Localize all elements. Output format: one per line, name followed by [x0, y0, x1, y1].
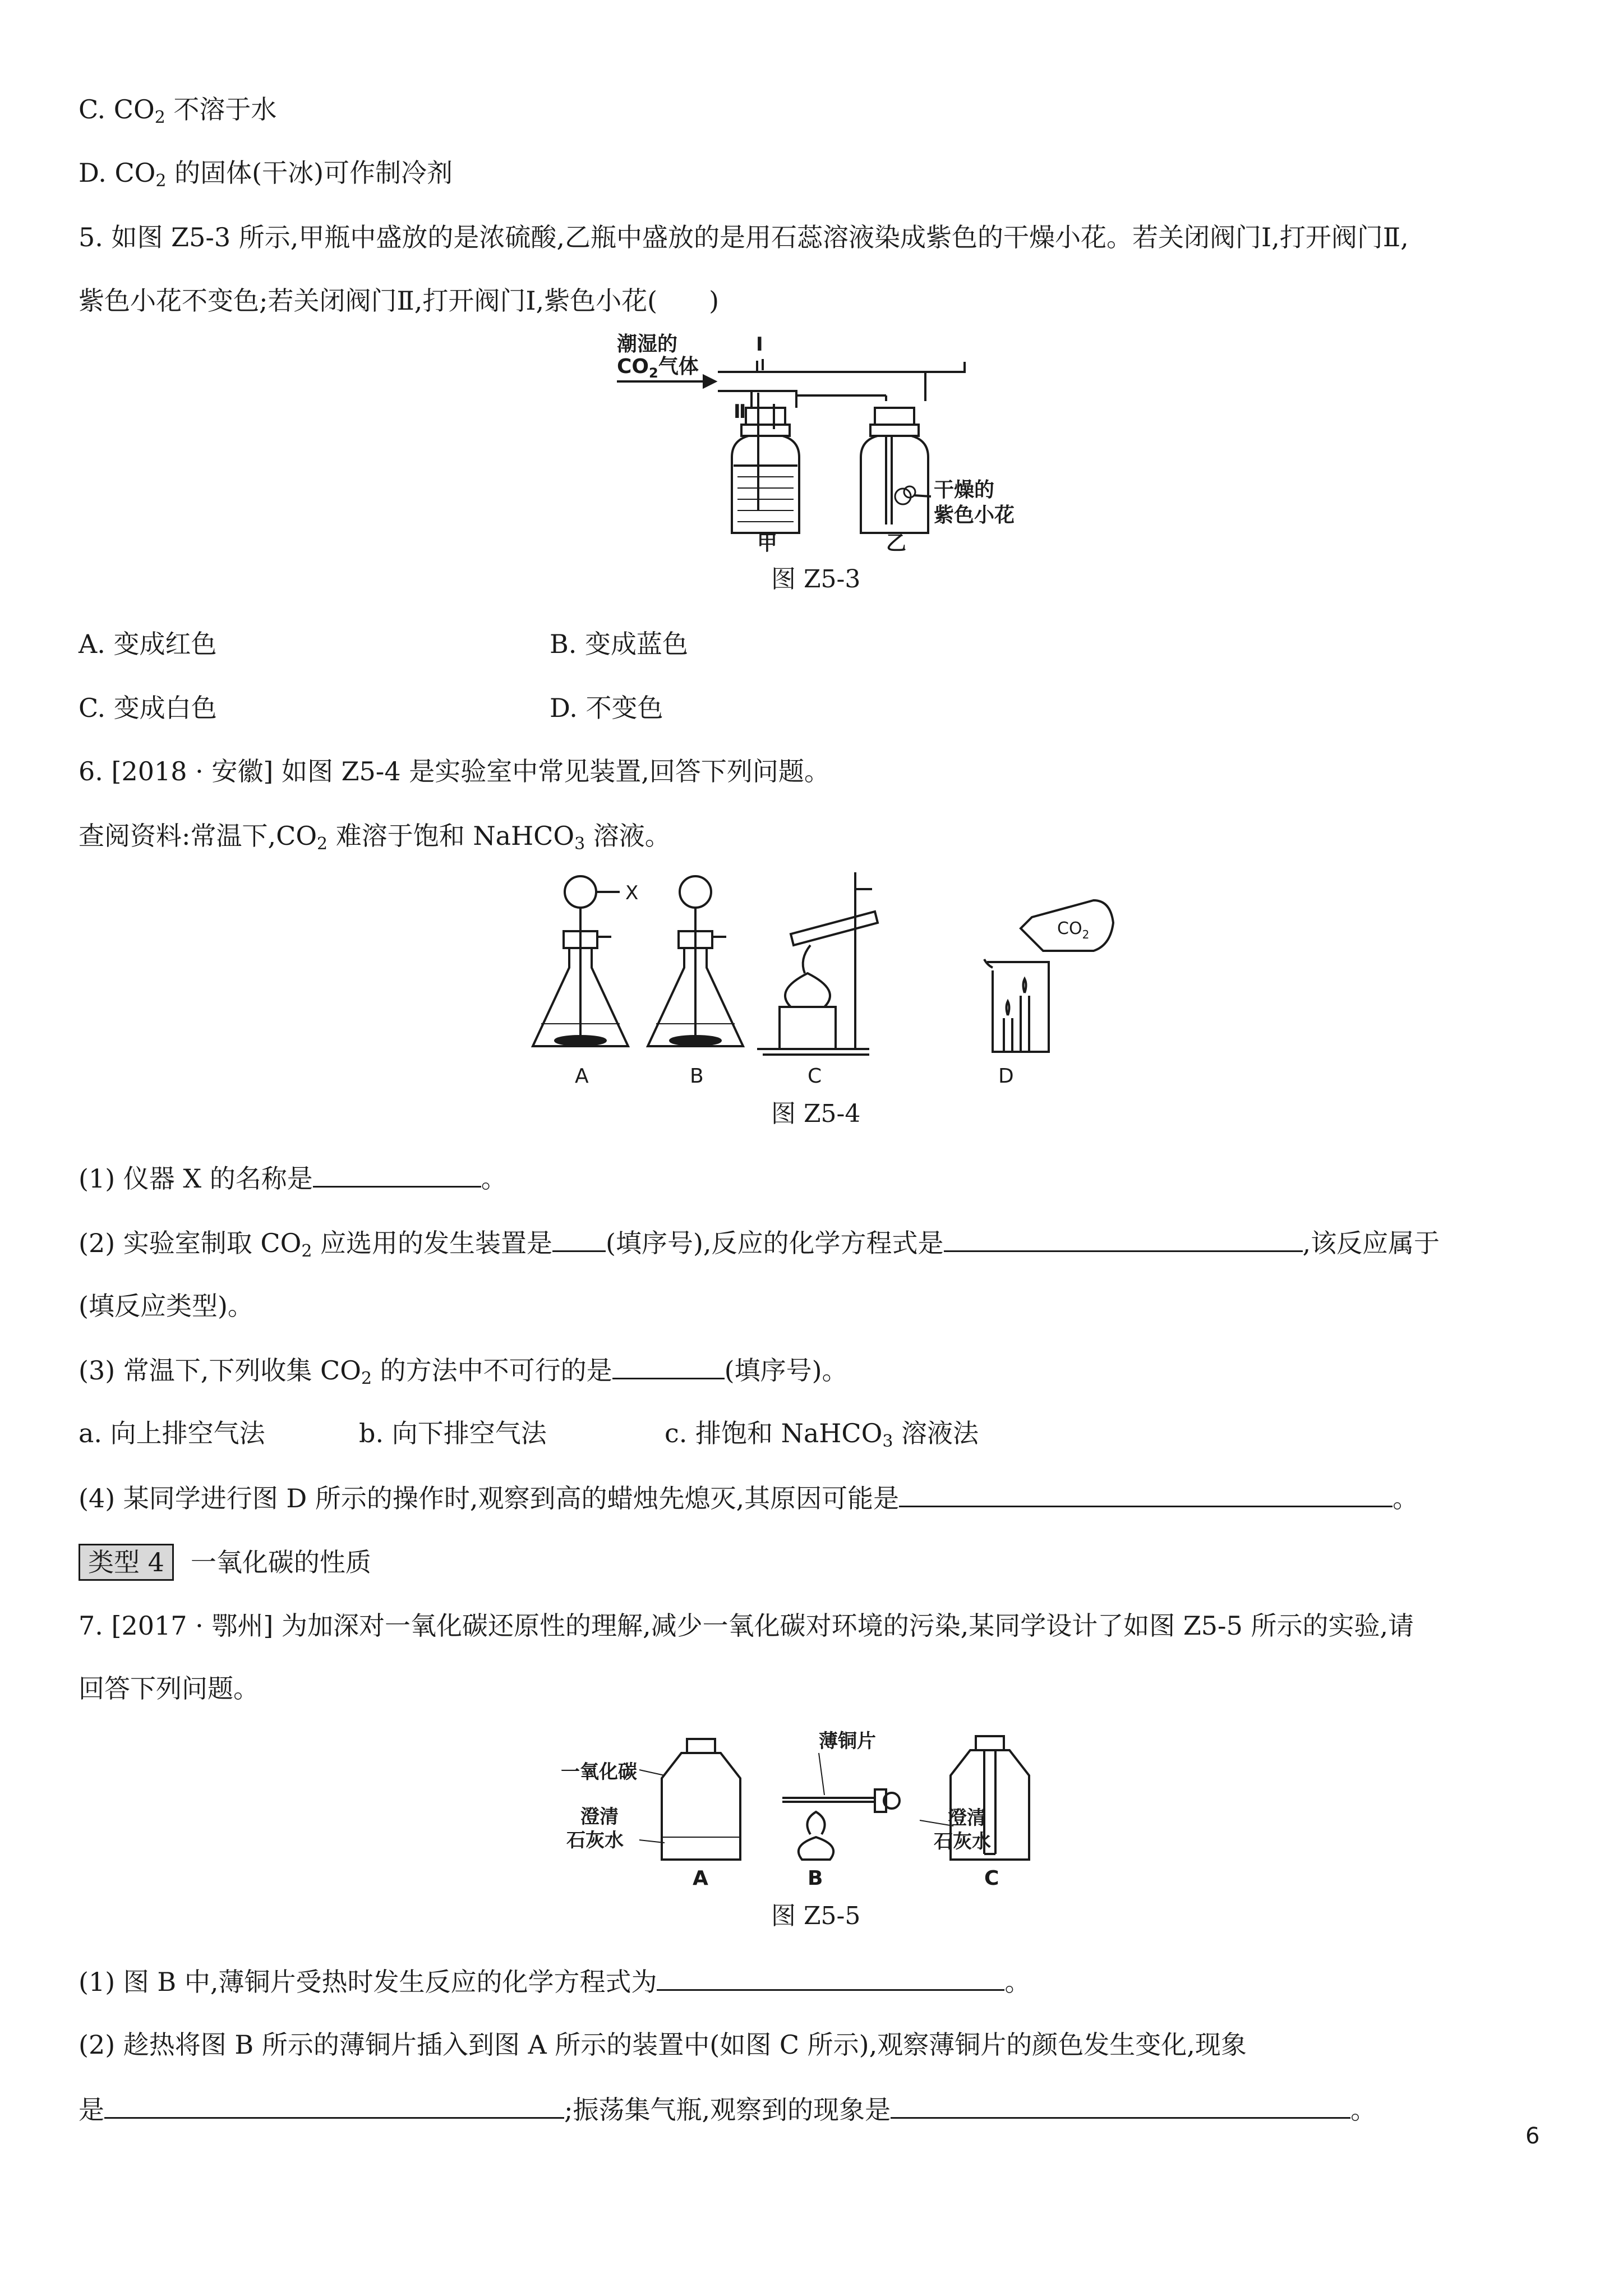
apparatus-a-label: A: [575, 1065, 589, 1088]
figure-z5-4-caption: 图 Z5-4: [771, 1099, 861, 1128]
valve-1-label: Ⅰ: [756, 333, 763, 356]
q6-part-2-line2: (填反应类型)。: [79, 1291, 253, 1321]
q4-option-d: D. $CO_2$ 的固体(干冰)可作制冷剂: [79, 158, 453, 191]
apparatus-b-label: B: [690, 1065, 704, 1088]
figure-z5-3: [611, 328, 1038, 553]
section-header: [79, 1544, 371, 1581]
q6-part-3: (3) 常温下,下列收集 $CO_2$ 的方法中不可行的是 (填序号)。: [79, 1353, 848, 1387]
q5-stem-line1: 5. 如图 Z5-3 所示,甲瓶中盛放的是浓硫酸,乙瓶中盛放的是用石蕊溶液染成紫色的干燥小花。若关闭阀门Ⅰ,打开阀门Ⅱ,: [79, 222, 1409, 252]
figure-b-label: B: [808, 1867, 823, 1890]
bottle-jia-label: 甲: [757, 532, 778, 553]
q5-option-b: B. 变成蓝色: [550, 629, 689, 659]
q6-part-2: (2) 实验室制取 $CO_2$ 应选用的发生装置是 (填序号),反应的化学方程式是 ,该反应属于: [79, 1226, 1440, 1260]
lime-water-label-a1: 澄清: [580, 1806, 619, 1828]
q6-part-4: (4) 某同学进行图 D 所示的操作时,观察到高的蜡烛先熄灭,其原因可能是 。: [79, 1481, 1418, 1515]
figure-z5-3-caption: 图 Z5-3: [771, 565, 861, 593]
section-title: 一氧化碳的性质: [190, 1547, 371, 1577]
q5-option-c: C. 变成白色: [79, 693, 217, 723]
instrument-x-label: X: [625, 882, 639, 904]
figure-z5-5: [561, 1722, 1099, 1890]
gas-label-1: 潮湿的: [617, 333, 678, 356]
lime-water-label-c2: 石灰水: [934, 1830, 991, 1853]
apparatus-c-label: C: [808, 1065, 822, 1088]
bottle-yi-label: 乙: [886, 532, 907, 553]
q6-reference: 查阅资料:常温下$,CO_2$ 难溶于饱和 NaHCO$_3$ 溶液。: [79, 821, 671, 854]
apparatus-d-label: D: [998, 1065, 1014, 1088]
q6-part-1: (1) 仪器 X 的名称是 。: [79, 1161, 507, 1195]
co-label: 一氧化碳: [561, 1761, 637, 1783]
figure-a-label: A: [693, 1867, 708, 1890]
lime-water-label-c1: 澄清: [948, 1807, 986, 1829]
page-number: 6: [1525, 2123, 1540, 2149]
q7-part-2-line1: (2) 趁热将图 B 所示的薄铜片插入到图 A 所示的装置中(如图 C 所示),观察薄铜片的颜色发生变化,现象: [79, 2030, 1247, 2060]
q5-option-d: D. 不变色: [550, 693, 663, 723]
figure-z5-4: [527, 867, 1122, 1091]
q6-option-a: a. 向上排空气法: [79, 1418, 265, 1448]
q5-option-a: A. 变成红色: [79, 629, 217, 659]
copper-sheet-label: 薄铜片: [819, 1730, 876, 1752]
figure-z5-5-caption: 图 Z5-5: [771, 1902, 861, 1930]
q4-option-c: C. $CO_2$ 不溶于水: [79, 94, 277, 127]
q7-stem-line2: 回答下列问题。: [79, 1673, 259, 1704]
q6-option-b: b. 向下排空气法: [359, 1418, 547, 1448]
valve-2-label: Ⅱ: [734, 401, 746, 423]
figure-c-label: C: [984, 1867, 999, 1890]
q6-stem: 6. [2018 · 安徽] 如图 Z5-4 是实验室中常见装置,回答下列问题。: [79, 756, 830, 786]
co2-bottle-label: $CO_2$: [1057, 919, 1090, 941]
q5-stem-line2: 紫色小花不变色;若关闭阀门Ⅱ,打开阀门Ⅰ,紫色小花( ): [79, 286, 720, 316]
flower-label-2: 紫色小花: [934, 504, 1015, 527]
lime-water-label-a2: 石灰水: [566, 1829, 624, 1852]
flower-label-1: 干燥的: [934, 478, 995, 501]
q7-stem-line1: 7. [2017 · 鄂州] 为加深对一氧化碳还原性的理解,减少一氧化碳对环境的污染,某同学设计了如图 Z5-5 所示的实验,请: [79, 1611, 1414, 1641]
q7-part-2-line2: 是 ;振荡集气瓶,观察到的现象是 。: [79, 2092, 1376, 2127]
q6-option-c: c. 排饱和 NaHCO$_3$ 溶液法: [665, 1418, 979, 1451]
section-tag: 类型 4: [79, 1544, 174, 1581]
gas-label-2: $CO_2$气体: [617, 355, 699, 381]
q7-part-1: (1) 图 B 中,薄铜片受热时发生反应的化学方程式为 。: [79, 1964, 1030, 1999]
